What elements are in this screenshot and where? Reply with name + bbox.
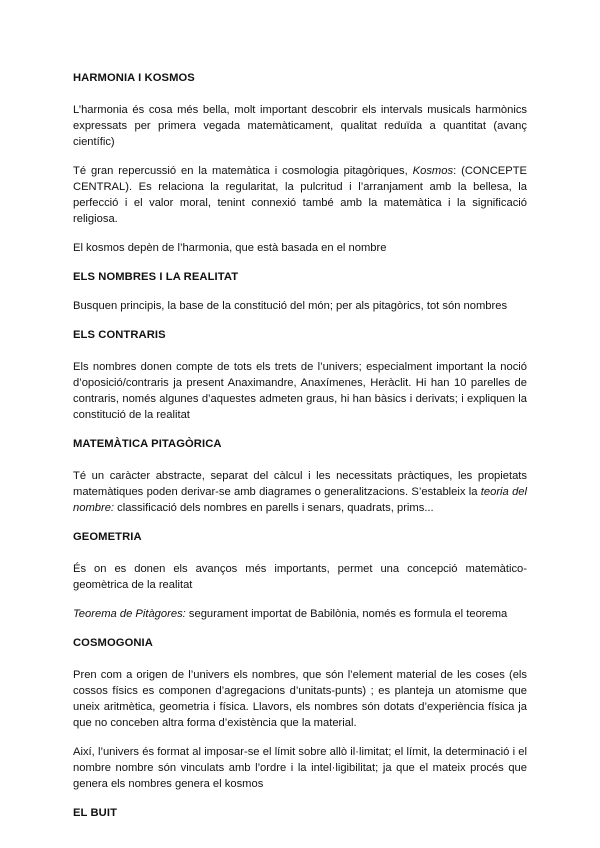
text-run: Té gran repercussió en la matemàtica i cosmologia pitagòriques,: [73, 165, 413, 177]
paragraph-harmonia-2: [73, 163, 527, 227]
paragraph-geometria-1: És on es donen els avanços més importants, permet una concepció matemàtico-geomètrica de la realitat: [73, 563, 527, 591]
heading-buit: EL BUIT: [73, 807, 118, 819]
text-run: classificació dels nombres en parells i senars, quadrats, prims...: [114, 502, 434, 514]
text-run: Té un caràcter abstracte, separat del càlcul i les necessitats pràctiques, les propietats matemàtiques poden derivar-se amb diagrames o generalitzacions. S’estableix la: [73, 470, 527, 498]
italic-term-teoria: teoria del nombre:: [73, 486, 527, 514]
paragraph-nombres-1: Busquen principis, la base de la constitució del món; per als pitagòrics, tot són nombres: [73, 300, 508, 312]
heading-cosmogonia: COSMOGONIA: [73, 637, 153, 649]
paragraph-cosmogonia-2: Així, l’univers és format al imposar-se el límit sobre allò il·limitat; el límit, la determinació i el nombre nombre són vinculats amb l’ordre i la intel·ligibilitat; ja que el mateix procés que genera els nombres genera el kosmos: [73, 746, 527, 790]
paragraph-harmonia-3: El kosmos depèn de l’harmonia, que està basada en el nombre: [73, 242, 387, 254]
heading-matematica: MATEMÀTICA PITAGÒRICA: [73, 438, 222, 450]
paragraph-contraris-1: Els nombres donen compte de tots els trets de l’univers; especialment important la noció d’oposició/contraris ja present Anaximandre, Anaxímenes, Heràclit. Hi han 10 parelles de contraris, només algunes d’aquestes admeten graus, hi han bàsics i derivats; i expliquen la constitució de la realitat: [73, 361, 527, 421]
heading-contraris: ELS CONTRARIS: [73, 329, 166, 341]
paragraph-harmonia-1: L’harmonia és cosa més bella, molt important descobrir els intervals musicals harmònics expressats per primera vegada matemàticament, qualitat reduïda a quantitat (avanç científic): [73, 104, 527, 148]
text-run: segurament importat de Babilònia, només es formula el teorema: [185, 608, 508, 620]
paragraph-geometria-2: [73, 606, 527, 622]
italic-term-teorema: Teorema de Pitàgores:: [73, 608, 186, 620]
document-page: [73, 70, 527, 821]
text-run: : (CONCEPTE CENTRAL). Es relaciona la regularitat, la pulcritud i l’arranjament amb la bellesa, la perfecció i el valor moral, tenint connexió també amb la matemàtica i la significació religiosa.: [73, 165, 527, 225]
paragraph-cosmogonia-1: Pren com a origen de l’univers els nombres, que són l’element material de les coses (els cossos físics es componen d’agregacions d’unitats-punts) ; es planteja un atomisme que uneix aritmètica, geometria i física. Llavors, els nombres són dotats d’experiència física ja que no conceben altra forma d’existència que la material.: [73, 669, 527, 729]
paragraph-matematica-1: [73, 468, 527, 516]
heading-harmonia: HARMONIA I KOSMOS: [73, 72, 195, 84]
heading-geometria: GEOMETRIA: [73, 531, 142, 543]
italic-term-kosmos: Kosmos: [412, 165, 454, 177]
heading-nombres: ELS NOMBRES I LA REALITAT: [73, 271, 239, 283]
